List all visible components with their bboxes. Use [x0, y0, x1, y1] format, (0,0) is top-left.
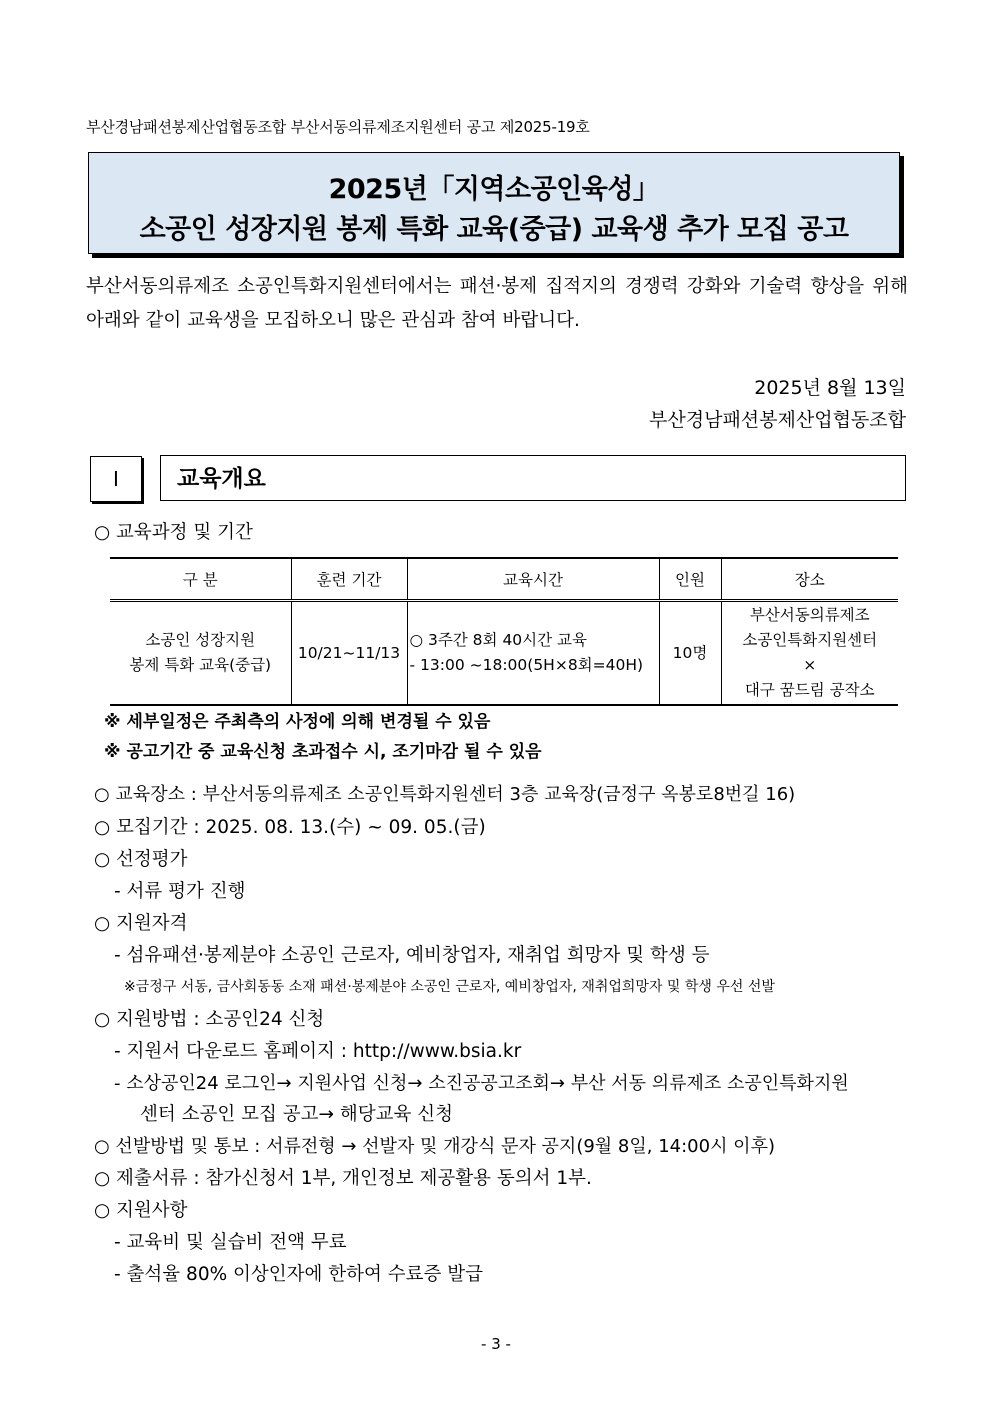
column-header: 인원	[659, 558, 721, 601]
method-steps-line: - 소상공인24 로그인→ 지원사업 신청→ 소진공공고조회→ 부산 서동 의류제조 소공인특화지원	[114, 1073, 849, 1094]
section-number: Ⅰ	[90, 456, 142, 502]
column-header: 훈련 기간	[291, 558, 407, 601]
title-line-1: 2025년「지역소공인육성」	[328, 174, 660, 205]
announce-line: ○ 선발방법 및 통보 : 서류전형 → 선발자 및 개강식 문자 공지(9월 8일, 14:00시 이후)	[94, 1136, 775, 1157]
course-time-cell	[407, 601, 659, 706]
title-box	[88, 152, 900, 254]
course-period-cell: 10/21~11/13	[291, 601, 407, 706]
method-line: ○ 지원방법 : 소공인24 신청	[94, 1009, 325, 1030]
course-time-line: - 13:00 ~18:00(5H×8회=40H)	[409, 656, 644, 674]
intro-paragraph: 부산서동의류제조 소공인특화지원센터에서는 패션·봉제 집적지의 경쟁력 강화와 기술력 향상을 위해 아래와 같이 교육생을 모집하오니 많은 관심과 참여 바랍니다.	[86, 276, 908, 331]
method-steps-line-cont: 센터 소공인 모집 공고→ 해당교육 신청	[140, 1104, 453, 1125]
early-close-note: ※ 공고기간 중 교육신청 초과접수 시, 조기마감 될 수 있음	[104, 742, 542, 762]
table-header-row	[110, 558, 898, 601]
eligibility-line: ○ 지원자격	[94, 913, 188, 934]
column-header: 구 분	[110, 558, 291, 601]
method-sub-line	[114, 1037, 521, 1063]
title-line-2: 소공인 성장지원 봉제 특화 교육(중급) 교육생 추가 모집 공고	[139, 214, 849, 245]
homepage-link-text[interactable]: - 지원서 다운로드 홈페이지 : http://www.bsia.kr	[114, 1041, 522, 1062]
course-place-line: ×	[803, 656, 817, 674]
course-name-line: 소공인 성장지원	[145, 631, 256, 649]
course-time-line: ○ 3주간 8회 40시간 교육	[409, 631, 587, 649]
course-name-line: 봉제 특화 교육(중급)	[129, 656, 272, 674]
notice-number: 부산경남패션봉제산업협동조합 부산서동의류제조지원센터 공고 제2025-19호	[86, 118, 590, 136]
selection-line: ○ 선정평가	[94, 849, 188, 870]
section-title: 교육개요	[160, 455, 906, 501]
organization-name: 부산경남패션봉제산업협동조합	[649, 409, 906, 431]
selection-sub-line: - 서류 평가 진행	[114, 881, 246, 902]
course-place-line: 대구 꿈드림 공작소	[744, 681, 875, 699]
course-table	[110, 557, 898, 706]
table-row	[110, 601, 898, 706]
support-sub-line: - 출석율 80% 이상인자에 한하여 수료증 발급	[114, 1264, 484, 1285]
course-place-cell	[721, 601, 898, 706]
eligibility-sub-line: - 섬유패션·봉제분야 소공인 근로자, 예비창업자, 재취업 희망자 및 학생 등	[114, 945, 710, 966]
course-name-cell	[110, 601, 291, 706]
eligibility-note: ※금정구 서동, 금사회동동 소재 패션·봉제분야 소공인 근로자, 예비창업자, 재취업희망자 및 학생 우선 선발	[124, 979, 775, 995]
course-place-line: 부산서동의류제조	[749, 606, 870, 624]
course-place-line: 소공인특화지원센터	[742, 631, 878, 649]
documents-line: ○ 제출서류 : 참가신청서 1부, 개인정보 제공활용 동의서 1부.	[94, 1168, 592, 1189]
support-sub-line: - 교육비 및 실습비 전액 무료	[114, 1232, 347, 1253]
support-line: ○ 지원사항	[94, 1200, 188, 1221]
announcement-date: 2025년 8월 13일	[754, 377, 906, 399]
column-header: 교육시간	[407, 558, 659, 601]
recruit-period-line: ○ 모집기간 : 2025. 08. 13.(수) ~ 09. 05.(금)	[94, 817, 486, 838]
page-number: - 3 -	[481, 1335, 511, 1353]
column-header: 장소	[721, 558, 898, 601]
schedule-note: ※ 세부일정은 주최측의 사정에 의해 변경될 수 있음	[104, 712, 491, 732]
course-count-cell: 10명	[659, 601, 721, 706]
course-heading: ○ 교육과정 및 기간	[94, 522, 253, 543]
venue-line: ○ 교육장소 : 부산서동의류제조 소공인특화지원센터 3층 교육장(금정구 옥봉로8번길 16)	[94, 784, 796, 805]
